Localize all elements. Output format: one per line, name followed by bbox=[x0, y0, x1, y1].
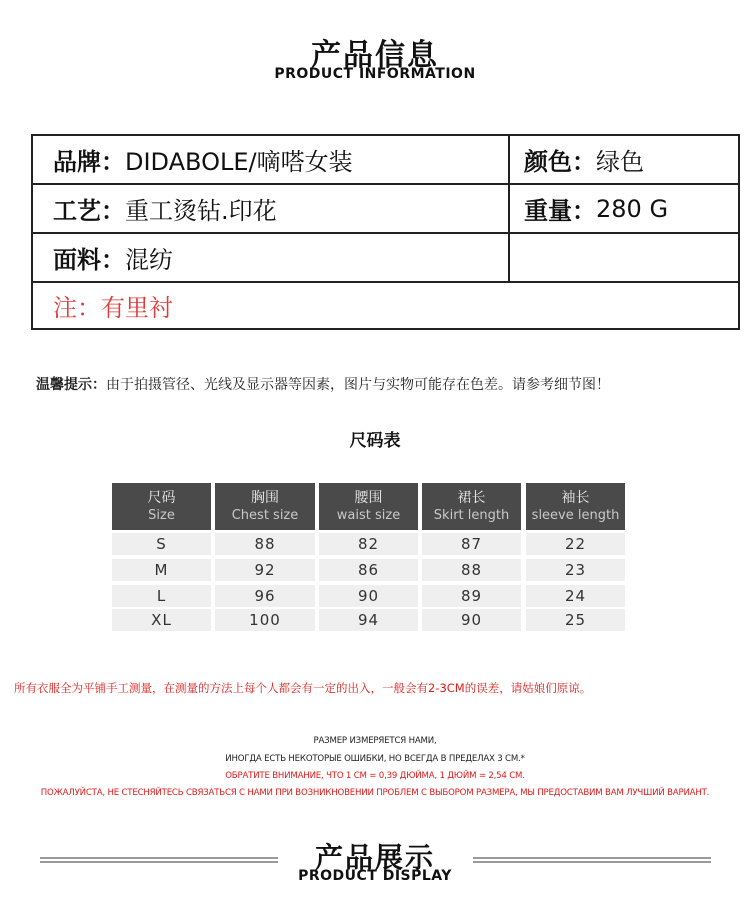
display-subtitle: PRODUCT DISPLAY bbox=[298, 868, 452, 884]
header-size-en: Size bbox=[148, 507, 175, 523]
brand-label: 品牌： bbox=[53, 148, 125, 176]
header-waist-en: waist size bbox=[336, 507, 401, 523]
table-cell: 90 bbox=[422, 609, 521, 631]
craft-value: 重工烫钻.印花 bbox=[125, 197, 277, 225]
brand-value: DIDABOLE/嘀嗒女装 bbox=[125, 148, 353, 176]
tip-text: 由于拍摄管径、光线及显示器等因素，图片与实物可能存在色差。请参考细节图！ bbox=[106, 377, 610, 393]
brand-cell bbox=[33, 136, 510, 183]
table-cell: 94 bbox=[319, 609, 418, 631]
table-cell: 100 bbox=[215, 609, 315, 631]
craft-label: 工艺： bbox=[53, 197, 125, 225]
header-waist-cn: 腰围 bbox=[354, 489, 383, 506]
table-cell: 88 bbox=[215, 533, 315, 555]
table-cell: 88 bbox=[422, 559, 521, 581]
header-size bbox=[112, 483, 211, 530]
table-cell: XL bbox=[112, 609, 211, 631]
table-cell: 24 bbox=[526, 585, 625, 607]
weight-label: 重量： bbox=[524, 197, 596, 225]
info-row-craft bbox=[33, 185, 738, 234]
header-skirt bbox=[422, 483, 521, 530]
header-sleeve bbox=[526, 483, 625, 530]
lining-note: 注：有里衬 bbox=[53, 294, 173, 322]
header-size-cn: 尺码 bbox=[147, 489, 176, 506]
table-cell: 87 bbox=[422, 533, 521, 555]
empty-cell bbox=[510, 234, 738, 281]
header-chest bbox=[215, 483, 315, 530]
size-chart-title: 尺码表 bbox=[349, 431, 401, 451]
tip-line bbox=[36, 374, 610, 394]
table-cell: 25 bbox=[526, 609, 625, 631]
display-title: 产品展示 bbox=[314, 841, 435, 874]
info-row-brand bbox=[33, 136, 738, 185]
ru-note-4: ПОЖАЛУЙСТА, НЕ СТЕСНЯЙТЕСЬ СВЯЗАТЬСЯ С НАМИ ПРИ ВОЗНИКНОВЕНИИ ПРОБЛЕМ С ВЫБОРОМ РАЗМЕРА, МЫ ПРЕДОСТАВИМ ВАМ ЛУЧШИЙ ВАРИАНТ. bbox=[40, 788, 710, 798]
table-cell: 90 bbox=[319, 585, 418, 607]
weight-cell bbox=[510, 185, 738, 232]
info-row-note bbox=[33, 283, 738, 328]
color-value: 绿色 bbox=[596, 148, 644, 176]
tip-label: 温馨提示： bbox=[36, 377, 106, 393]
table-cell: 96 bbox=[215, 585, 315, 607]
measurement-note: 所有衣服全为平铺手工测量，在测量的方法上每个人都会有一定的出入，一般会有2-3CM的误差，请姑娘们原谅。 bbox=[14, 681, 592, 695]
weight-value: 280 G bbox=[596, 194, 669, 223]
table-cell: L bbox=[112, 585, 211, 607]
header-chest-cn: 胸围 bbox=[251, 489, 279, 506]
table-cell: S bbox=[112, 533, 211, 555]
header-sleeve-en: sleeve length bbox=[531, 507, 620, 523]
table-cell: M bbox=[112, 559, 211, 581]
fabric-label: 面料： bbox=[53, 246, 125, 274]
craft-cell bbox=[33, 185, 510, 232]
section-subtitle: PRODUCT INFORMATION bbox=[274, 66, 476, 82]
info-row-fabric bbox=[33, 234, 738, 283]
ru-note-2: ИНОГДА ЕСТЬ НЕКОТОРЫЕ ОШИБКИ, НО ВСЕГДА В ПРЕДЕЛАХ 3 СМ.* bbox=[225, 754, 525, 764]
table-cell: 22 bbox=[526, 533, 625, 555]
table-cell: 89 bbox=[422, 585, 521, 607]
header-skirt-en: Skirt length bbox=[433, 507, 510, 523]
header-chest-en: Chest size bbox=[231, 507, 299, 523]
table-cell: 86 bbox=[319, 559, 418, 581]
header-sleeve-cn: 袖长 bbox=[561, 489, 590, 506]
section-title: 产品信息 bbox=[311, 38, 439, 73]
color-label: 颜色： bbox=[524, 148, 596, 176]
table-cell: 82 bbox=[319, 533, 418, 555]
header-skirt-cn: 裙长 bbox=[457, 489, 486, 506]
color-cell bbox=[510, 136, 738, 183]
product-info-table bbox=[31, 134, 740, 330]
header-waist bbox=[319, 483, 418, 530]
ru-note-3: ОБРАТИТЕ ВНИМАНИЕ, ЧТО 1 СМ = 0,39 ДЮЙМА, 1 ДЮЙМ = 2,54 СМ. bbox=[225, 771, 525, 781]
table-cell: 92 bbox=[215, 559, 315, 581]
fabric-cell bbox=[33, 234, 510, 281]
table-cell: 23 bbox=[526, 559, 625, 581]
fabric-value: 混纺 bbox=[125, 246, 173, 274]
ru-note-1: РАЗМЕР ИЗМЕРЯЕТСЯ НАМИ, bbox=[313, 736, 437, 746]
